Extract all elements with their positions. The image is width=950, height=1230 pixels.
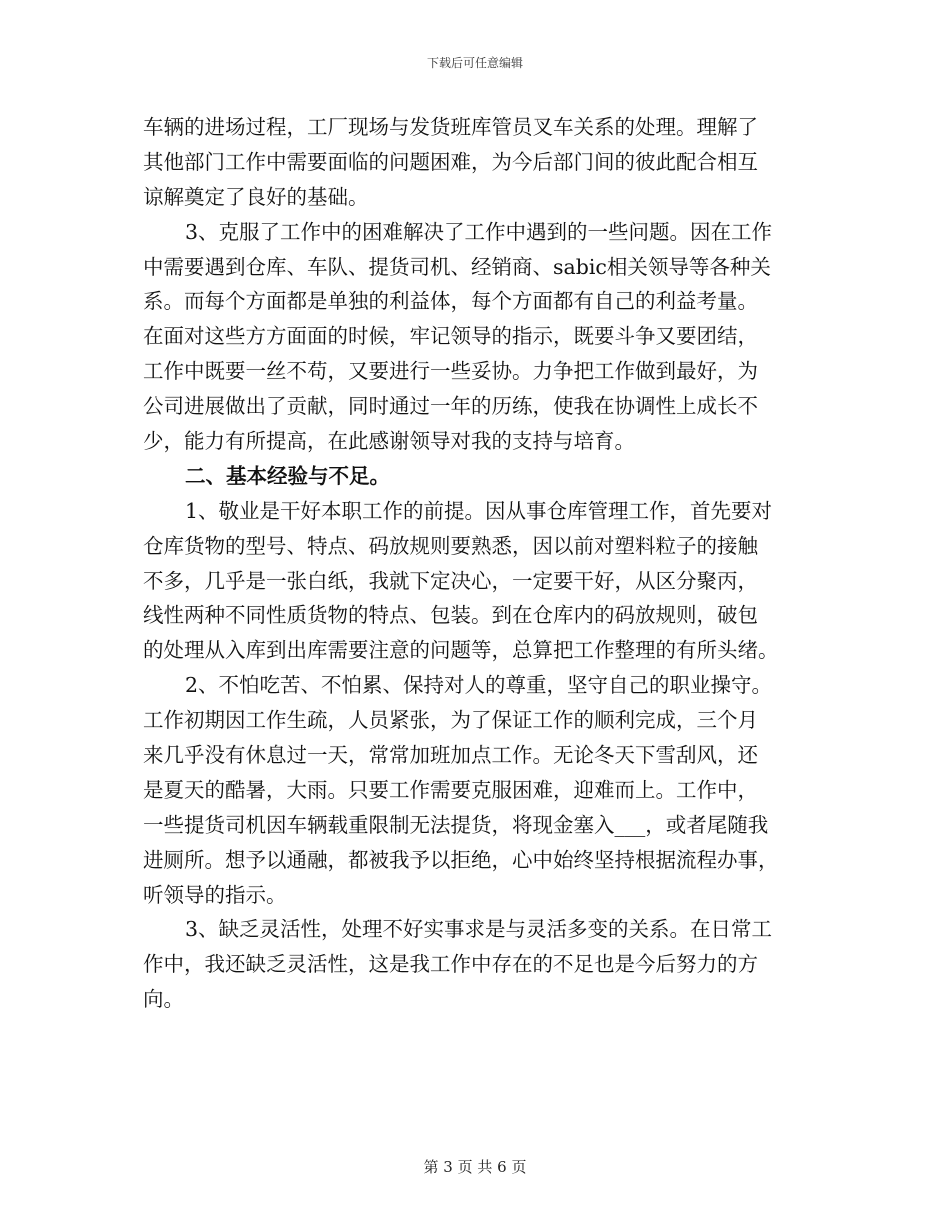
text-line: 一些提货司机因车辆载重限制无法提货，将现金塞入___，或者尾随我 (143, 812, 769, 837)
text-line: 是夏天的酷暑，大雨。只要工作需要克服困难，迎难而上。工作中， (143, 777, 758, 802)
text-line: 进厕所。想予以通融，都被我予以拒绝，心中始终坚持根据流程办事， (143, 847, 779, 872)
page-number-footer: 第 3 页 共 6 页 (423, 1158, 527, 1176)
page-header: 下载后可任意编辑 (426, 56, 523, 70)
text-line: 仓库货物的型号、特点、码放规则要熟悉，因以前对塑料粒子的接触 (143, 533, 758, 558)
paragraph-start: 1、敬业是干好本职工作的前提。因从事仓库管理工作，首先要对 (185, 498, 773, 523)
text-line: 公司进展做出了贡献，同时通过一年的历练，使我在协调性上成长不 (143, 394, 758, 419)
text-line: 作中，我还缺乏灵活性，这是我工作中存在的不足也是今后努力的方 (143, 952, 758, 977)
text-line: 听领导的指示。 (143, 882, 287, 907)
section-heading: 二、基本经验与不足。 (185, 463, 390, 488)
text-line: 车辆的进场过程，工厂现场与发货班库管员叉车关系的处理。理解了 (143, 115, 758, 139)
text-line: 向。 (143, 987, 184, 1012)
text-line: 不多，几乎是一张白纸，我就下定决心，一定要干好，从区分聚丙， (143, 568, 758, 593)
text-line: 谅解奠定了良好的基础。 (143, 184, 369, 209)
text-line: 中需要遇到仓库、车队、提货司机、经销商、sabic相关领导等各种关 (143, 254, 771, 279)
text-line: 工作中既要一丝不苟，又要进行一些妥协。力争把工作做到最好，为 (143, 359, 758, 384)
document-body (143, 110, 813, 1017)
text-line: 线性两种不同性质货物的特点、包装。到在仓库内的码放规则，破包 (143, 603, 758, 628)
text-line: 来几乎没有休息过一天，常常加班加点工作。无论冬天下雪刮风，还 (143, 743, 758, 768)
text-line: 工作初期因工作生疏，人员紧张，为了保证工作的顺利完成，三个月 (143, 708, 758, 733)
text-line: 在面对这些方方面面的时候，牢记领导的指示，既要斗争又要团结， (143, 324, 758, 349)
paragraph-start: 3、缺乏灵活性，处理不好实事求是与灵活多变的关系。在日常工 (185, 917, 773, 942)
paragraph-start: 3、克服了工作中的困难解决了工作中遇到的一些问题。因在工作 (185, 219, 773, 244)
paragraph-start: 2、不怕吃苦、不怕累、保持对人的尊重，坚守自己的职业操守。 (185, 673, 773, 698)
text-line: 其他部门工作中需要面临的问题困难，为今后部门间的彼此配合相互 (143, 149, 758, 174)
text-line: 系。而每个方面都是单独的利益体，每个方面都有自己的利益考量。 (143, 289, 758, 314)
text-line: 的处理从入库到出库需要注意的问题等，总算把工作整理的有所头绪。 (143, 638, 779, 663)
text-line: 少，能力有所提高，在此感谢领导对我的支持与培育。 (143, 429, 635, 454)
